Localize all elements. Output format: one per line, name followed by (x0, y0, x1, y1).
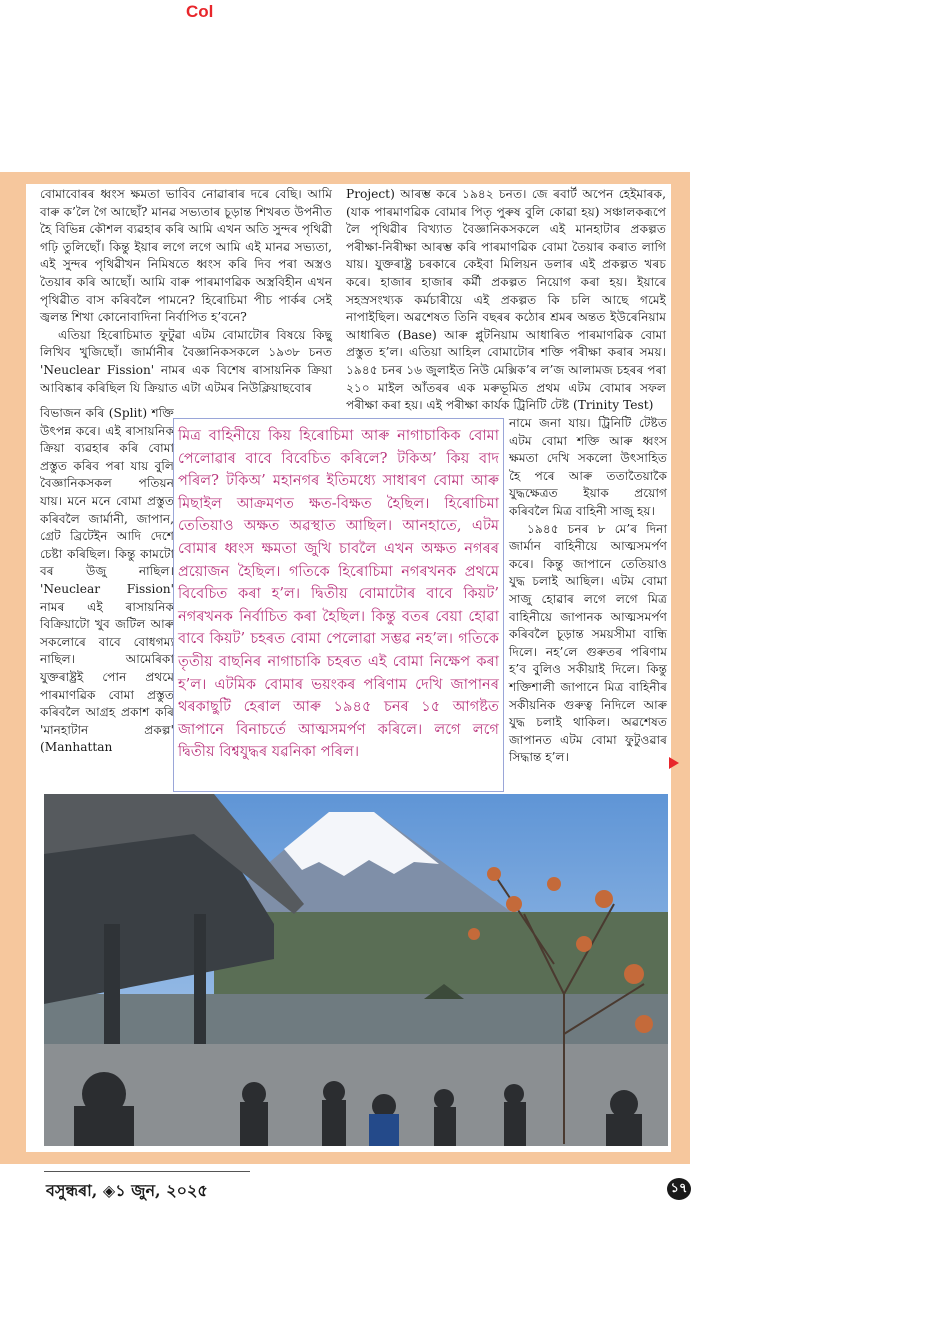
article-column-left-narrow (40, 405, 174, 757)
page-number-badge: ১৭ (667, 1178, 691, 1200)
highlight-box-text: মিত্ৰ বাহিনীয়ে কিয় হিৰোচিমা আৰু নাগাচাকিক বোমা পেলোৱাৰ বাবে বিবেচিত কৰিলে? টকিঅ’ কিয় বাদ পৰিল? টকিঅ’ মহানগৰ ইতিমধ্যে সাধাৰণ বোমা আৰু মিছাইল আক্ৰমণত ক্ষত-বিক্ষত হৈছিল। হিৰোচিমা তেতিয়াও অক্ষত অৱস্থাত আছিল। আনহাতে, এটম বোমাৰ ধ্বংস ক্ষমতা জুখি চাবলৈ এখন অক্ষত নগৰৰ প্ৰয়োজন হৈছিল। গতিকে হিৰোচিমা নগৰখনক প্ৰথমে বিবেচিত কৰা হ’ল। দ্বিতীয় বোমাটোৰ বাবে কিয়ট’ নগৰখনক নিৰ্বাচিত কৰা হৈছিল। কিন্তু বতৰ বেয়া হোৱা বাবে কিয়ট’ চহৰত বোমা পেলোৱা সম্ভৱ নহ’ল। গতিকে তৃতীয় বাছনিৰ নাগাচাকি চহৰত এই বোমা নিক্ষেপ কৰা হ’ল। এটমিক বোমাৰ ভয়ংকৰ পৰিণাম দেখি জাপানৰ থৰকাছুটি হেৰাল আৰু ১৯৪৫ চনৰ ১৫ আগষ্টত জাপানে বিনাচৰ্তে আত্মসমৰ্পণ কৰিলে। লগে লগে দ্বিতীয় বিশ্বযুদ্ধৰ যৱনিকা পৰিল। (178, 427, 499, 761)
paragraph: বোমাবোৰৰ ধ্বংস ক্ষমতা ভাবিব নোৱাৰাৰ দৰে বেছি। আমি বাৰু ক’লৈ গৈ আছোঁ? মানৱ সভ্যতাৰ চূড়ান্ত শিখৰত উপনীত হৈ বিভিন্ন কৌশল ব্যৱহাৰ কৰি আমি এখন অতি সুন্দৰ পৃথিৱী গঢ়ি তুলিছোঁ। কিন্তু ইয়াৰ লগে লগে আমি এই মানৱ সভ্যতা, এই সুন্দৰ পৃথিৱীখন নিমিষতে ধ্বংস কৰি দিব পৰা অস্ত্রও তৈয়াৰ কৰি আছোঁ। আমি বাৰু পাৰমাণৱিক অস্ত্রবিহীন এখন পৃথিৱীত বাস কৰিবলৈ পামনে? হিৰোচিমা পীচ পাৰ্কৰ সেই জ্বলন্ত শিখা কোনোবাদিনা নিৰ্বাপিত হ’বনে? (40, 187, 332, 325)
article-column-right-narrow (509, 415, 667, 767)
paragraph: নামে জনা যায়। ট্ৰিনিটি টেষ্টত এটম বোমা শক্তি আৰু ধ্বংস ক্ষমতা দেখি সকলো উৎসাহিত হৈ পৰে আৰু ততাতৈয়াকৈ যুদ্ধক্ষেত্ৰত ইয়াক প্ৰয়োগ কৰিবলৈ মিত্ৰ বাহিনী সাজু হয়। (509, 416, 667, 518)
paragraph: বিভাজন কৰি (Split) শক্তি উৎপন্ন কৰে। এই ৰাসায়নিক ক্রিয়া ব্যৱহাৰ কৰি বোমা প্ৰস্তুত কৰিব পৰা যায় বুলি বৈজ্ঞানিকসকল পতিয়ন যায়। মনে মনে বোমা প্ৰস্তুত কৰিবলৈ জাৰ্মানী, জাপান, গ্ৰেট ব্ৰিটেইন আদি দেশে চেষ্টা কৰিছিল। কিন্তু কামটো বৰ উজু নাছিল। 'Neuclear Fission' নামৰ এই ৰাসায়নিক বিক্ৰিয়াটো খুব জটিল আৰু সকলোৰে বাবে বোধগম্য নাছিল। আমেৰিকা যুক্তৰাষ্ট্ৰই পোন প্ৰথমে পাৰমাণৱিক বোমা প্ৰস্তুত কৰিবলৈ আগ্ৰহ প্ৰকাশ কৰি 'মানহাটান প্ৰকল্প' (Manhattan (40, 406, 174, 755)
continuation-arrow-icon (669, 757, 679, 769)
article-column-left-top (40, 186, 332, 397)
paragraph: ১৯৪৫ চনৰ ৮ মে’ৰ দিনা জাৰ্মান বাহিনীয়ে আত্মসমৰ্পণ কৰে। কিন্তু জাপানে তেতিয়াও যুদ্ধ চলাই আছিল। এটম বোমা সাজু হোৱাৰ লগে লগে মিত্ৰ বাহিনীয়ে জাপানক আত্মসমৰ্পণ কৰিবলৈ চূড়ান্ত সময়সীমা বান্ধি দিলে। নহ’লে গুৰুতৰ পৰিণাম হ’ব বুলিও সকীয়াই দিলে। কিন্তু শক্তিশালী জাপানে মিত্ৰ বাহিনীৰ সকীয়নিক গুৰুত্ব নিদিলে আৰু যুদ্ধ চলাই থাকিল। অৱশেষত জাপানত এটম বোমা ফুটুওৱাৰ সিদ্ধান্ত হ’ল। (509, 521, 667, 765)
paragraph: এতিয়া হিৰোচিমাত ফুটুৱা এটম বোমাটোৰ বিষয়ে কিছু লিখিব খুজিছোঁ। জাৰ্মানীৰ বৈজ্ঞানিকসকলে ১৯৩৮ চনত 'Neuclear Fission' নামৰ এক বিশেষ ৰাসায়নিক ক্রিয়া আবিষ্কাৰ কৰিছিল যি ক্রিয়াত এটা এটমৰ নিউক্লিয়াছবোৰ (40, 327, 332, 395)
highlight-box (173, 418, 504, 792)
magazine-footer: বসুন্ধৰা, ◈১ জুন, ২০২৫ (46, 1181, 208, 1200)
footer-divider (44, 1171, 250, 1172)
mount-fuji-photo (44, 794, 668, 1146)
paragraph: Project) আৰম্ভ কৰে ১৯৪২ চনত। জে ৰবাৰ্ট অপেন হেইমাৰক, (যাক পাৰমাণৱিক বোমাৰ পিতৃ পুৰুষ বুলি কোৱা হয়) সঞ্চালকৰূপে লৈ পৃথিৱীৰ বিখ্যাত বৈজ্ঞানিকসকলে এই মানহাটাৰ প্ৰকল্পত পৰীক্ষা-নিৰীক্ষা আৰম্ভ কৰি পাৰমাণৱিক বোমা তৈয়াৰ কৰাত লাগি যায়। যুক্তৰাষ্ট্ৰ চৰকাৰে কেইবা মিলিয়ন ডলাৰ এই প্ৰকল্পত খৰচ কৰে। হাজাৰ হাজাৰ কৰ্মী প্ৰকল্পত নিয়োগ কৰা হয়। ইয়াৰে সহস্ৰসংখ্যক কৰ্মচাৰীয়ে এই প্ৰকল্পত কি চলি আছে গমেই নাপাইছিল। অৱশেষত তিনি বছৰৰ কঠোৰ শ্ৰমৰ অন্তত ইউৰেনিয়াম আধাৰিত (Base) আৰু প্লুটনিয়াম আধাৰিত পাৰমাণৱিক বোমা প্ৰস্তুত হ’ল। এতিয়া আহিল বোমাটোৰ শক্তি পৰীক্ষা কৰাৰ সময়। ১৯৪৫ চনৰ ১৬ জুলাইত নিউ মেক্সিক’ৰ ল’জ আলামজ চহৰৰ পৰা ২১০ মাইল আঁতৰৰ এক মৰুভূমিত প্ৰথম এটম বোমাৰ সফল পৰীক্ষা কৰা হয়। এই পৰীক্ষা কাৰ্যক ট্ৰিনিটি টেষ্ট (Trinity Test) (346, 187, 666, 413)
article-column-right-top (346, 186, 666, 415)
color-registration-mark: Col (186, 2, 214, 21)
